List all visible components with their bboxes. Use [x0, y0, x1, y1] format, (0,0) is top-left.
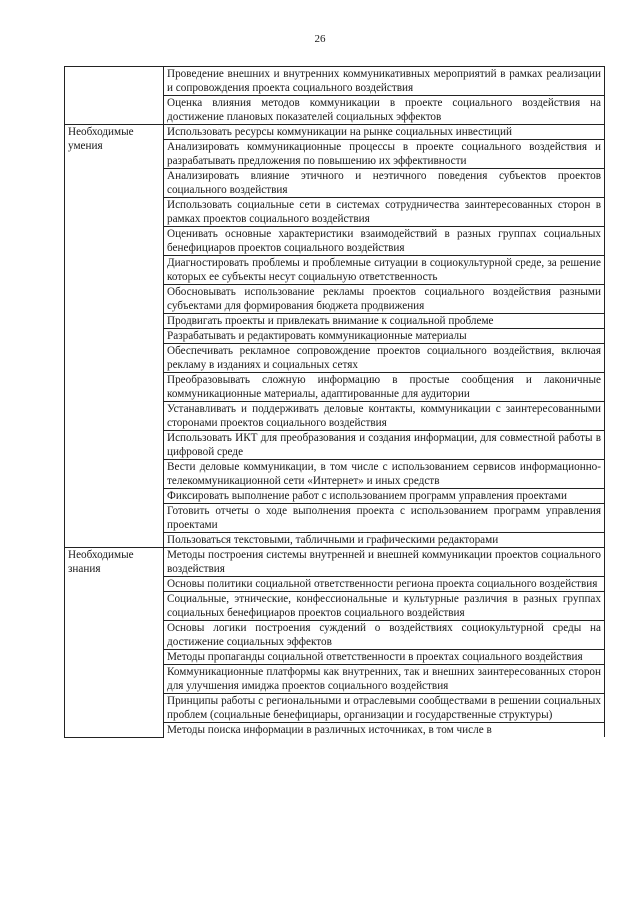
competency-table	[64, 66, 605, 738]
requirement-item: Методы построения системы внутренней и внешней коммуникации проектов социального воздействия	[164, 548, 605, 577]
requirement-item: Фиксировать выполнение работ с использованием программ управления проектами	[164, 489, 605, 504]
requirement-item: Диагностировать проблемы и проблемные ситуации в социокультурной среде, за решение которых ее субъекты несут социальную ответственность	[164, 256, 605, 285]
requirement-item: Методы пропаганды социальной ответственности в проектах социального воздействия	[164, 650, 605, 665]
requirement-item: Использовать ресурсы коммуникации на рынке социальных инвестиций	[164, 125, 605, 140]
requirement-item: Коммуникационные платформы как внутренних, так и внешних заинтересованных сторон для улучшения имиджа проектов социального воздействия	[164, 665, 605, 694]
requirement-item: Оценивать основные характеристики взаимодействий в разных группах социальных бенефициаров проектов социального воздействия	[164, 227, 605, 256]
section-label	[65, 67, 164, 125]
requirement-item: Вести деловые коммуникации, в том числе с использованием сервисов информационно-телекоммуникационной сети «Интернет» и иных средств	[164, 460, 605, 489]
table-row	[65, 67, 605, 96]
requirement-item: Анализировать коммуникационные процессы в проекте социального воздействия и разрабатывать предложения по повышению их эффективности	[164, 140, 605, 169]
page-number: 26	[314, 33, 326, 45]
requirement-item: Преобразовывать сложную информацию в простые сообщения и лаконичные коммуникационные материалы, адаптированные для аудитории	[164, 373, 605, 402]
table-row	[65, 548, 605, 577]
requirement-item: Принципы работы с региональными и отраслевыми сообществами в решении социальных проблем (социальные бенефициары, организации и государственные структуры)	[164, 694, 605, 723]
requirement-item: Обосновывать использование рекламы проектов социального воздействия разными субъектами для формирования бюджета продвижения	[164, 285, 605, 314]
requirement-item: Разрабатывать и редактировать коммуникационные материалы	[164, 329, 605, 344]
requirement-item: Социальные, этнические, конфессиональные и культурные различия в разных группах социальных бенефициаров проектов социального воздействия	[164, 592, 605, 621]
requirement-item: Устанавливать и поддерживать деловые контакты, коммуникации с заинтересованными сторонами проектов социального воздействия	[164, 402, 605, 431]
requirement-item: Использовать социальные сети в системах сотрудничества заинтересованных сторон в рамках проектов социального воздействия	[164, 198, 605, 227]
requirement-item: Продвигать проекты и привлекать внимание к социальной проблеме	[164, 314, 605, 329]
requirement-item: Основы политики социальной ответственности региона проекта социального воздействия	[164, 577, 605, 592]
requirement-item: Основы логики построения суждений о воздействиях социокультурной среды на достижение социальных эффектов	[164, 621, 605, 650]
requirement-item: Методы поиска информации в различных источниках, в том числе в	[164, 723, 605, 738]
section-label: Необходимые знания	[65, 548, 164, 738]
requirement-item: Использовать ИКТ для преобразования и создания информации, для совместной работы в цифровой среде	[164, 431, 605, 460]
section-label: Необходимые умения	[65, 125, 164, 548]
requirement-item: Готовить отчеты о ходе выполнения проекта с использованием программ управления проектами	[164, 504, 605, 533]
requirement-item: Пользоваться текстовыми, табличными и графическими редакторами	[164, 533, 605, 548]
requirement-item: Проведение внешних и внутренних коммуникативных мероприятий в рамках реализации и сопровождения проекта социального воздействия	[164, 67, 605, 96]
requirement-item: Обеспечивать рекламное сопровождение проектов социального воздействия, включая рекламу в изданиях и социальных сетях	[164, 344, 605, 373]
requirement-item: Оценка влияния методов коммуникации в проекте социального воздействия на достижение плановых показателей социальных эффектов	[164, 96, 605, 125]
requirement-item: Анализировать влияние этичного и неэтичного поведения субъектов проектов социального воздействия	[164, 169, 605, 198]
table-row	[65, 125, 605, 140]
